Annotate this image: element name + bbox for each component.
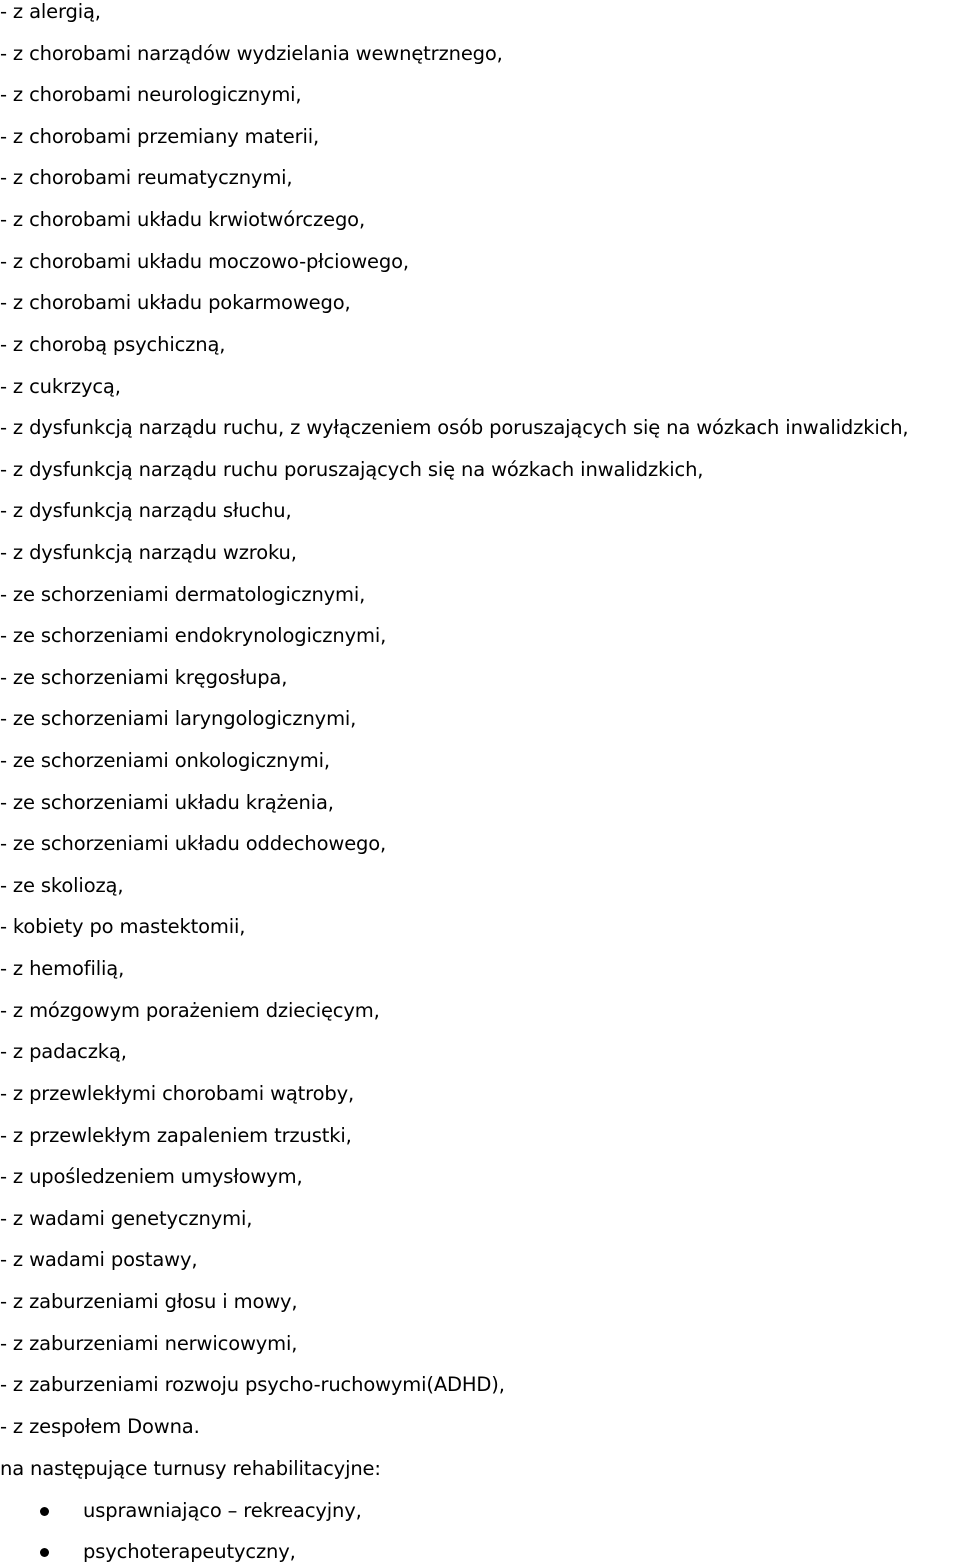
list-line: - z wadami genetycznymi, bbox=[0, 1207, 253, 1230]
list-line: - z padaczką, bbox=[0, 1040, 127, 1063]
list-line: - z cukrzycą, bbox=[0, 375, 121, 398]
list-line: - z alergią, bbox=[0, 0, 101, 23]
list-line: - z chorobami układu moczowo-płciowego, bbox=[0, 250, 409, 273]
list-line: - z zaburzeniami głosu i mowy, bbox=[0, 1290, 298, 1313]
list-line: - z mózgowym porażeniem dziecięcym, bbox=[0, 999, 380, 1022]
list-line: - z chorobami neurologicznymi, bbox=[0, 83, 302, 106]
list-line: - z zaburzeniami rozwoju psycho-ruchowymi(ADHD), bbox=[0, 1373, 505, 1396]
list-line: - z chorobami narządów wydzielania wewnętrznego, bbox=[0, 42, 503, 65]
list-line: - z przewlekłymi chorobami wątroby, bbox=[0, 1082, 355, 1105]
list-line: - ze schorzeniami dermatologicznymi, bbox=[0, 583, 366, 606]
list-line: - z wadami postawy, bbox=[0, 1248, 198, 1271]
intro-line: na następujące turnusy rehabilitacyjne: bbox=[0, 1457, 381, 1480]
list-line: - z chorobami przemiany materii, bbox=[0, 125, 320, 148]
list-line: - z upośledzeniem umysłowym, bbox=[0, 1165, 303, 1188]
list-line: - z dysfunkcją narządu słuchu, bbox=[0, 499, 292, 522]
list-line: - kobiety po mastektomii, bbox=[0, 915, 246, 938]
list-line: - z chorobami układu krwiotwórczego, bbox=[0, 208, 365, 231]
list-line: - z dysfunkcją narządu ruchu, z wyłączeniem osób poruszających się na wózkach inwalidzkich, bbox=[0, 416, 909, 439]
list-line: - z zespołem Downa. bbox=[0, 1415, 200, 1438]
list-line: - z zaburzeniami nerwicowymi, bbox=[0, 1332, 298, 1355]
list-line: - z przewlekłym zapaleniem trzustki, bbox=[0, 1124, 352, 1147]
list-line: - z dysfunkcją narządu ruchu poruszających się na wózkach inwalidzkich, bbox=[0, 458, 704, 481]
list-line: - ze schorzeniami kręgosłupa, bbox=[0, 666, 288, 689]
list-line: - z chorobami reumatycznymi, bbox=[0, 166, 293, 189]
list-line: - ze schorzeniami endokrynologicznymi, bbox=[0, 624, 387, 647]
bullet-text: usprawniająco – rekreacyjny, bbox=[83, 1499, 362, 1522]
list-line: - z chorobami układu pokarmowego, bbox=[0, 291, 351, 314]
list-line: - ze schorzeniami układu krążenia, bbox=[0, 791, 334, 814]
list-line: - ze schorzeniami laryngologicznymi, bbox=[0, 707, 357, 730]
list-line: - ze schorzeniami układu oddechowego, bbox=[0, 832, 387, 855]
list-line: - z dysfunkcją narządu wzroku, bbox=[0, 541, 297, 564]
bullet-dot-icon bbox=[40, 1548, 49, 1557]
list-line: - ze skoliozą, bbox=[0, 874, 124, 897]
list-line: - ze schorzeniami onkologicznymi, bbox=[0, 749, 330, 772]
bullet-dot-icon bbox=[40, 1507, 49, 1516]
bullet-text: psychoterapeutyczny, bbox=[83, 1540, 296, 1563]
list-line: - z chorobą psychiczną, bbox=[0, 333, 226, 356]
list-line: - z hemofilią, bbox=[0, 957, 125, 980]
